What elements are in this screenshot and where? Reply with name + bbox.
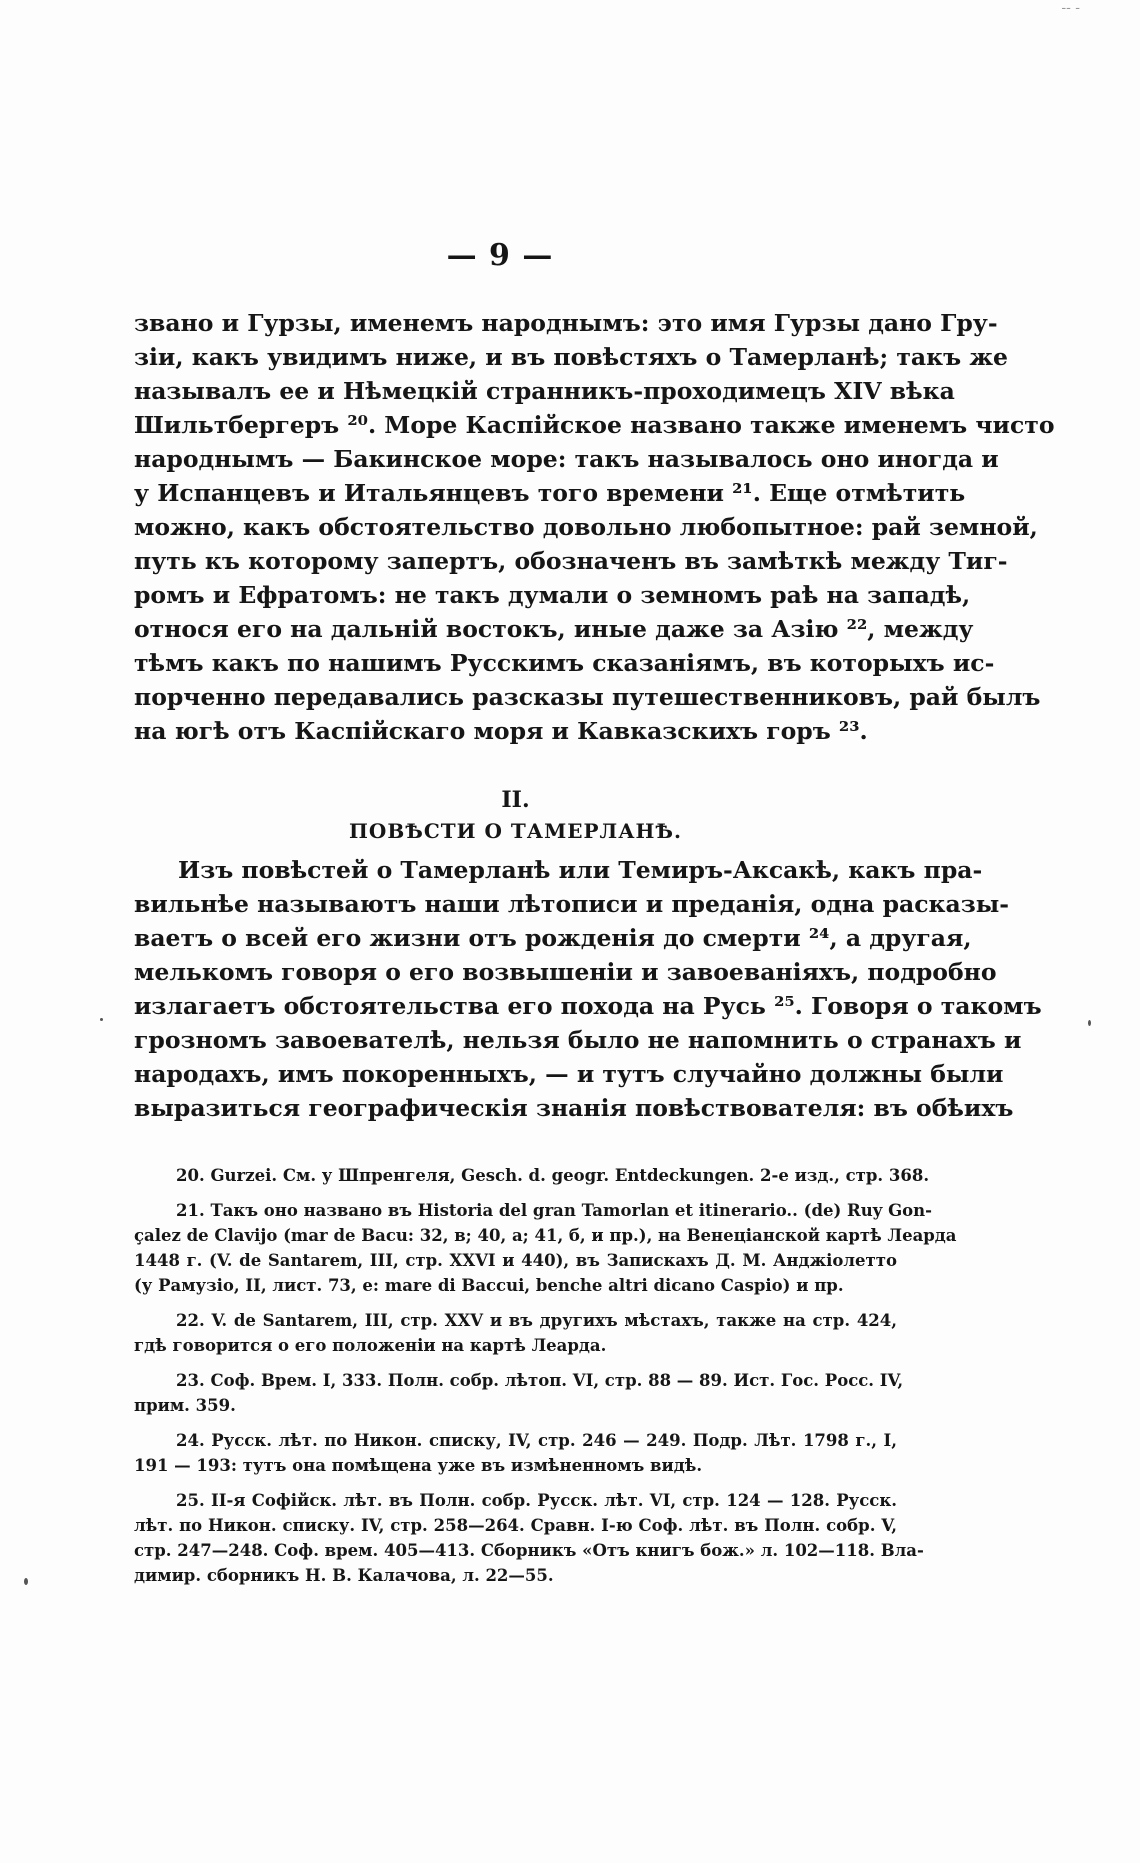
footnote-25 [134, 1488, 924, 1588]
text-line: у Испанцевъ и Итальянцевъ того времени ²¹. Еще отмѣтить [134, 479, 966, 507]
section-heading [134, 784, 897, 846]
footnote-20 [134, 1163, 930, 1188]
text-line: народнымъ — Бакинское море: такъ называлось оно иногда и [134, 445, 999, 473]
section-body [134, 853, 1042, 1125]
text-line: Изъ повѣстей о Тамерланѣ или Темиръ-Аксакѣ, какъ пра- [178, 856, 983, 884]
text-line: на югѣ отъ Каспійскаго моря и Кавказскихъ горъ ²³. [134, 717, 868, 745]
footnote-line: стр. 247—248. Соф. врем. 405—413. Сборникъ «Отъ книгъ бож.» л. 102—118. Вла- [134, 1541, 924, 1560]
footnote-line: 20. Gurzei. См. у Шпренгеля, Gesch. d. geogr. Entdeckungen. 2-е изд., стр. 368. [176, 1166, 930, 1185]
ink-speck [100, 1018, 103, 1021]
text-line: порченно передавались разсказы путешественниковъ, рай былъ [134, 683, 1041, 711]
footnote-line: лѣт. по Никон. списку. IV, стр. 258—264. Сравн. I-ю Соф. лѣт. въ Полн. собр. V, [134, 1516, 897, 1535]
footnote-21 [134, 1198, 957, 1298]
text-line: народахъ, имъ покоренныхъ, — и тутъ случайно должны были [134, 1060, 1004, 1088]
footnote-line: 23. Соф. Врем. I, 333. Полн. собр. лѣтоп. VI, стр. 88 — 89. Ист. Гос. Росс. IV, [176, 1371, 904, 1390]
text-line: мелькомъ говоря о его возвышеніи и завоеваніяхъ, подробно [134, 958, 997, 986]
page-number: — 9 — [446, 238, 554, 273]
ink-speck [24, 1578, 28, 1585]
text-line: относя его на дальній востокъ, иные даже за Азію ²², между [134, 615, 974, 643]
footnote-line: димир. сборникъ Н. В. Калачова, л. 22—55. [134, 1566, 554, 1585]
text-line: звано и Гурзы, именемъ народнымъ: это имя Гурзы дано Гру- [134, 309, 998, 337]
footnote-line: 22. V. de Santarem, III, стр. XXV и въ другихъ мѣстахъ, также на стр. 424, [176, 1311, 897, 1330]
text-line: вильнѣе называютъ наши лѣтописи и преданія, одна расказы- [134, 890, 1010, 918]
footnote-24 [134, 1428, 897, 1478]
text-line: излагаетъ обстоятельства его похода на Русь ²⁵. Говоря о такомъ [134, 992, 1042, 1020]
footnote-22 [134, 1308, 897, 1358]
footnote-line: 24. Русск. лѣт. по Никон. списку, IV, стр. 246 — 249. Подр. Лѣт. 1798 г., I, [176, 1431, 897, 1450]
footnote-line: 191 — 193: тутъ она помѣщена уже въ измѣненномъ видѣ. [134, 1456, 703, 1475]
footnote-line: 25. II-я Софійск. лѣт. въ Полн. собр. Русск. лѣт. VI, стр. 124 — 128. Русск. [176, 1491, 897, 1510]
text-line: ваетъ о всей его жизни отъ рожденія до смерти ²⁴, а другая, [134, 924, 972, 952]
footnote-23 [134, 1368, 904, 1418]
scan-artifact: -- - [1061, 0, 1080, 16]
section-number: II. [501, 787, 530, 813]
footnote-line: çalez de Clavijo (mar de Bacu: 32, в; 40, а; 41, б, и пр.), на Венеціанской картѣ Леарда [134, 1226, 957, 1245]
text-line: ромъ и Ефратомъ: не такъ думали о земномъ раѣ на западѣ, [134, 581, 971, 609]
text-line: грозномъ завоевателѣ, нельзя было не напомнить о странахъ и [134, 1026, 1022, 1054]
section-title: ПОВѢСТИ О ТАМЕРЛАНѢ. [349, 819, 682, 843]
text-line: называлъ ее и Нѣмецкій странникъ-проходимецъ XIV вѣка [134, 377, 955, 405]
text-line: путь къ которому запертъ, обозначенъ въ замѣткѣ между Тиг- [134, 547, 1008, 575]
text-line: зіи, какъ увидимъ ниже, и въ повѣстяхъ о Тамерланѣ; такъ же [134, 343, 1008, 371]
ink-speck [1088, 1020, 1091, 1026]
footnote-line: прим. 359. [134, 1396, 236, 1415]
text-line: можно, какъ обстоятельство довольно любопытное: рай земной, [134, 513, 1038, 541]
footnotes [134, 1163, 957, 1598]
main-paragraph [134, 306, 1055, 748]
text-line: выразиться географическія знанія повѣствователя: въ обѣихъ [134, 1094, 1014, 1122]
footnote-line: (у Рамузіо, II, лист. 73, e: mare di Baccui, benche altri dicano Caspio) и пр. [134, 1276, 844, 1295]
text-line: Шильтбергеръ ²⁰. Море Каспійское названо также именемъ чисто [134, 411, 1055, 439]
text-line: тѣмъ какъ по нашимъ Русскимъ сказаніямъ, въ которыхъ ис- [134, 649, 995, 677]
footnote-line: 21. Такъ оно названо въ Historia del gran Tamorlan et itinerario.. (de) Ruy Gon- [176, 1201, 933, 1220]
footnote-line: 1448 г. (V. de Santarem, III, стр. XXVI и 440), въ Запискахъ Д. М. Анджіолетто [134, 1251, 897, 1270]
footnote-line: гдѣ говорится о его положеніи на картѣ Леарда. [134, 1336, 607, 1355]
